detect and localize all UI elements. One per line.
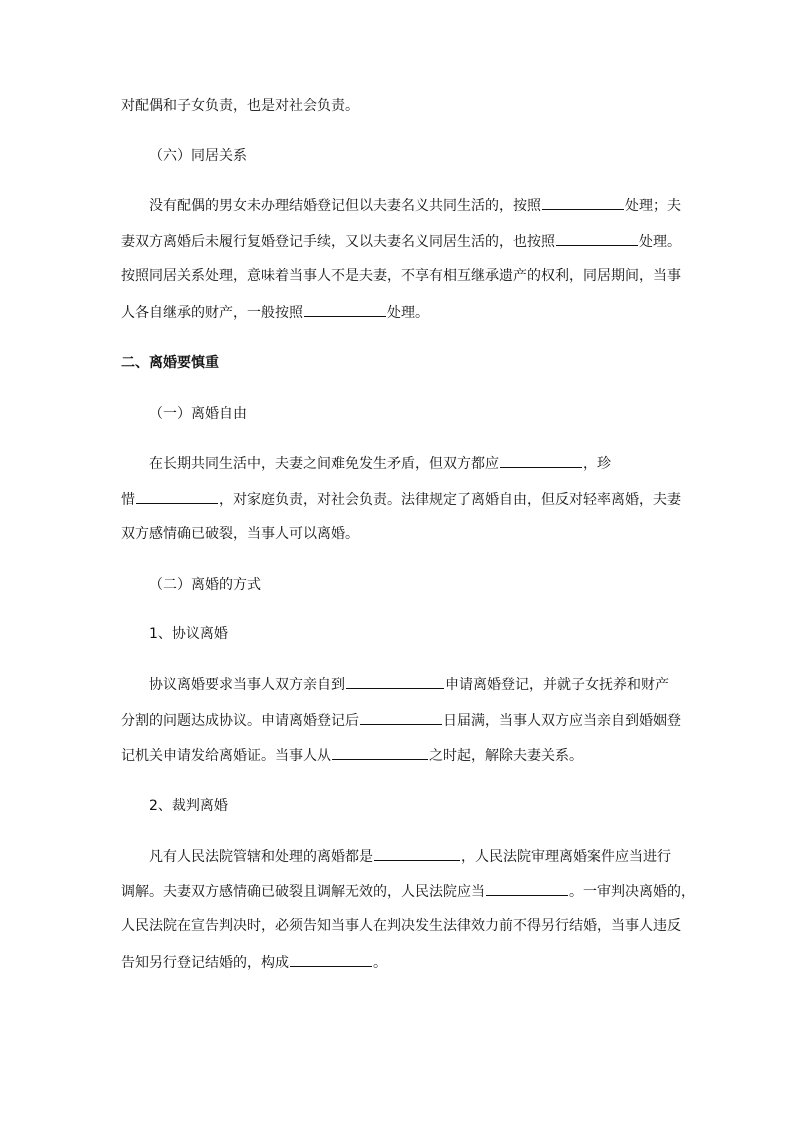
text-run: 处理。 xyxy=(387,305,429,321)
text-run: 人各自继承的财产，一般按照 xyxy=(121,305,303,321)
heading-text: 1、协议离婚 xyxy=(149,626,228,642)
paragraph-line xyxy=(121,231,681,251)
heading-text: （一）离婚自由 xyxy=(149,406,247,422)
text-run: 。 xyxy=(373,955,387,971)
text-run: 双方感情确已破裂，当事人可以离婚。 xyxy=(121,526,359,542)
text-run: 申请离婚登记，并就子女抚养和财产 xyxy=(445,677,669,693)
paragraph-line xyxy=(121,302,429,322)
text-run: ，珍 xyxy=(583,456,611,472)
heading-text: （六）同居关系 xyxy=(149,148,247,164)
paragraph-line xyxy=(149,453,611,473)
text-run: 在长期共同生活中，夫妻之间难免发生矛盾，但双方都应 xyxy=(149,456,499,472)
fill-blank[interactable] xyxy=(542,195,624,210)
fill-blank[interactable] xyxy=(556,231,638,246)
text-run: 凡有人民法院管辖和处理的离婚都是 xyxy=(149,849,373,865)
paragraph-line xyxy=(121,524,359,544)
fill-blank[interactable] xyxy=(486,881,568,896)
fill-blank[interactable] xyxy=(290,952,372,967)
text-run: 处理。 xyxy=(639,234,681,250)
fill-blank[interactable] xyxy=(360,710,442,725)
heading-text: 二、离婚要慎重 xyxy=(121,355,219,371)
section-heading-divorce xyxy=(121,353,219,373)
text-run: 对配偶和子女负责，也是对社会负责。 xyxy=(121,98,359,114)
paragraph-line xyxy=(149,674,669,694)
paragraph-line xyxy=(121,881,695,901)
text-run: ，对家庭负责，对社会负责。法律规定了离婚自由，但反对轻率离婚，夫妻 xyxy=(219,492,681,508)
text-run: 。一审判决离婚的， xyxy=(569,884,695,900)
text-run: 人民法院在宣告判决时，必须告知当事人在判决发生法律效力前不得另行结婚，当事人违反 xyxy=(121,918,681,934)
paragraph-line xyxy=(121,96,359,116)
text-run: 按照同居关系处理，意味着当事人不是夫妻，不享有相互继承遗产的权利，同居期间，当事 xyxy=(121,268,681,284)
fill-blank[interactable] xyxy=(500,453,582,468)
fill-blank[interactable] xyxy=(346,674,444,689)
paragraph-line xyxy=(149,846,671,866)
heading-text: 2、裁判离婚 xyxy=(149,798,228,814)
paragraph-line xyxy=(121,952,387,972)
paragraph-line xyxy=(121,489,681,509)
text-run: 惜 xyxy=(121,492,135,508)
fill-blank[interactable] xyxy=(332,745,428,760)
paragraph-line xyxy=(121,710,681,730)
subheading-cohabitation xyxy=(149,146,247,166)
text-run: 分割的问题达成协议。申请离婚登记后 xyxy=(121,713,359,729)
paragraph-line xyxy=(121,266,681,286)
subheading-divorce-methods xyxy=(149,575,261,595)
text-run: 日届满，当事人双方应当亲自到婚姻登 xyxy=(443,713,681,729)
fill-blank[interactable] xyxy=(136,489,218,504)
paragraph-line xyxy=(121,916,681,936)
paragraph-line xyxy=(121,745,583,765)
text-run: 调解。夫妻双方感情确已破裂且调解无效的，人民法院应当 xyxy=(121,884,485,900)
text-run: 协议离婚要求当事人双方亲自到 xyxy=(149,677,345,693)
subheading-judicial-divorce xyxy=(149,796,228,816)
subheading-divorce-freedom xyxy=(149,404,247,424)
text-run: 之时起，解除夫妻关系。 xyxy=(429,748,583,764)
text-run: 没有配偶的男女未办理结婚登记但以夫妻名义共同生活的，按照 xyxy=(149,198,541,214)
text-run: 记机关申请发给离婚证。当事人从 xyxy=(121,748,331,764)
text-run: ，人民法院审理离婚案件应当进行 xyxy=(461,849,671,865)
fill-blank[interactable] xyxy=(374,846,460,861)
paragraph-line xyxy=(149,195,681,215)
text-run: 告知另行登记结婚的，构成 xyxy=(121,955,289,971)
fill-blank[interactable] xyxy=(304,302,386,317)
heading-text: （二）离婚的方式 xyxy=(149,577,261,593)
text-run: 处理；夫 xyxy=(625,198,681,214)
text-run: 妻双方离婚后未履行复婚登记手续，又以夫妻名义同居生活的，也按照 xyxy=(121,234,555,250)
subheading-agreement-divorce xyxy=(149,624,228,644)
